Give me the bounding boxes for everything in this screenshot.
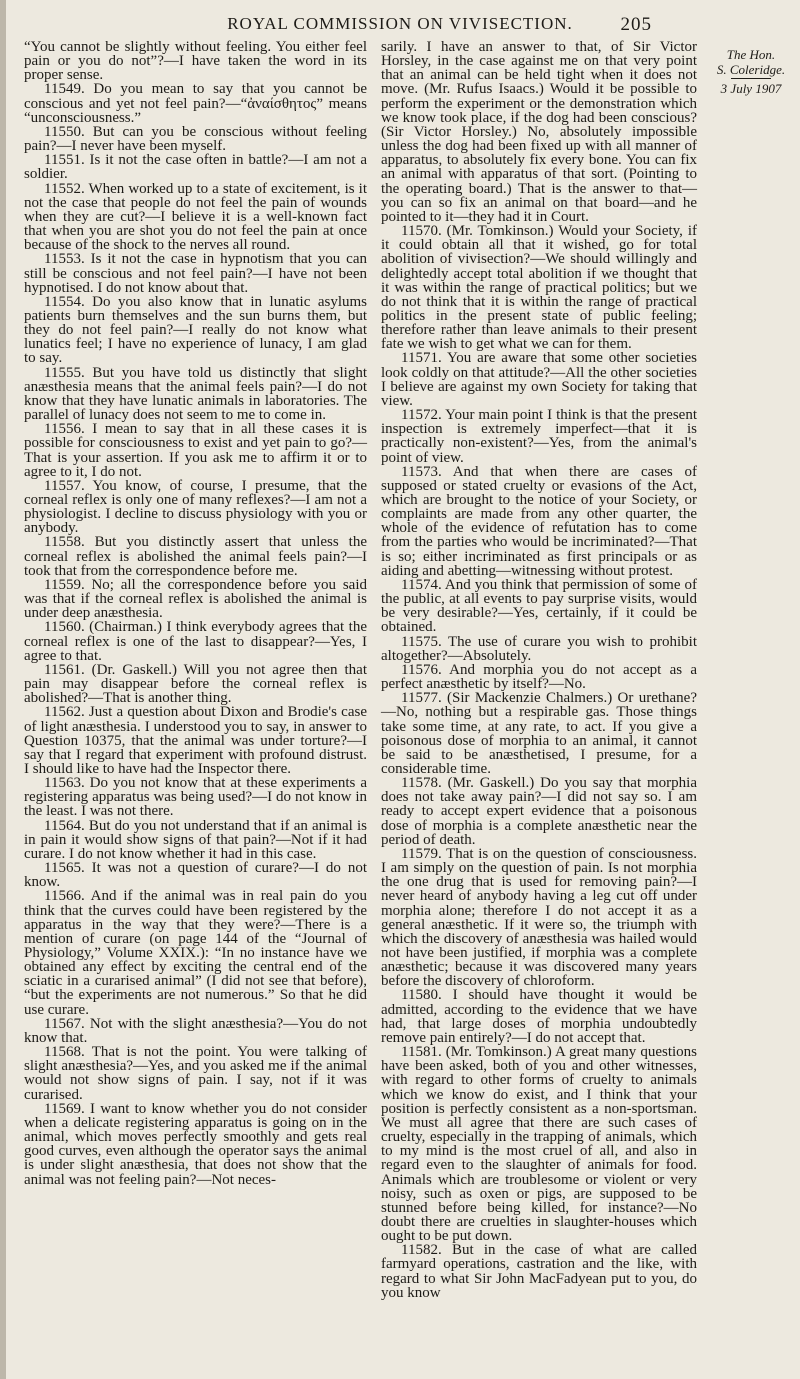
paragraph: 11564. But do you not understand that if an animal is in pain it would show signs of that pain?—Not if it had curare. I do not know whether it had in this case. <box>24 817 367 862</box>
margin-witness-title: The Hon. <box>726 47 776 62</box>
paragraph: 11581. (Mr. Tomkinson.) A great many questions have been asked, both of you and other witnesses, with regard to other forms of cruelty to animals which we know do exist, and I think that your position is perfectly consistent as a non-sportsman. We must all agree that there are such cases of cruelty, especially in the trapping of animals, which to my mind is the most cruel of all, and also in regard even to the slaughter of animals for food. Animals which are troublesome or violent or very noisy, such as oxen or pigs, are supposed to be stunned before being killed, for instance?—No doubt there are cruelties in slaughter-houses which ought to be put down. <box>381 1044 697 1245</box>
paragraph: 11563. Do you not know that at these experiments a registering apparatus was being used?—I do not know in the least. I was not there. <box>24 775 367 820</box>
paragraph: 11554. Do you also know that in lunatic asylums patients burn themselves and the sun burns them, but they do not feel pain?—I really do not know what lunatics feel; I have no experience of lunacy, I am glad to say. <box>24 293 367 367</box>
margin-witness-name: S. Coleridge. <box>716 62 786 77</box>
paragraph: 11551. Is it not the case often in battle?—I am not a soldier. <box>24 152 367 183</box>
header-title: ROYAL COMMISSION ON VIVISECTION. <box>227 14 573 33</box>
paragraph: 11558. But you distinctly assert that unless the corneal reflex is abolished the animal feels pain?—I took that from the correspondence before me. <box>24 534 367 579</box>
paragraph: “You cannot be slightly without feeling. You either feel pain or you do not”?—I have taken the word in its proper sense. <box>24 39 367 84</box>
paragraph: 11560. (Chairman.) I think everybody agrees that the corneal reflex is one of the last to disappear?—Yes, I agree to that. <box>24 619 367 664</box>
paragraph: 11570. (Mr. Tomkinson.) Would your Society, if it could obtain all that it wished, go for total abolition of vivisection?—We should willingly and delightedly accept total abolition if we thought that it was within the range of practical politics; but we do not think that it is within the range of practical politics in the present state of public feeling; therefore rather than leave animals to their present fate we wish to get what we can for them. <box>381 223 697 353</box>
page-edge-shadow <box>0 0 6 1379</box>
paragraph: 11549. Do you mean to say that you cannot be conscious and yet not feel pain?—“ἀναίσθητος” means “unconsciousness.” <box>24 81 367 126</box>
paragraph: 11566. And if the animal was in real pain do you think that the curves could have been registered by the apparatus in the way that they were?—There is a mention of curare (on page 144 of the “Journal of Physiology,” Volume XXIX.): “In no instance have we obtained any effect by exciting the central end of the sciatic in a curarised animal” (I did not see that before), “but the experiments are not numerous.” So that he did use curare. <box>24 888 367 1018</box>
paragraph: 11562. Just a question about Dixon and Brodie's case of light anæsthesia. I understood you to say, in answer to Question 10375, that the animal was under torture?—I say that I regard that experiment with profound distrust. I should like to have had the Inspector there. <box>24 704 367 777</box>
margin-date: 3 July 1907 <box>720 81 782 96</box>
paragraph: 11582. But in the case of what are called farmyard operations, castration and the like, with regard to what Sir John MacFadyean put to you, do you know <box>381 1242 697 1301</box>
paragraph: 11580. I should have thought it would be admitted, according to the evidence that we have had, that large doses of morphia undoubtedly remove pain entirely?—I do not accept that. <box>381 987 697 1046</box>
paragraph: 11557. You know, of course, I presume, that the corneal reflex is only one of many reflexes?—I am not a physiologist. I decline to discuss physiology with you or anybody. <box>24 477 367 537</box>
paragraph: 11568. That is not the point. You were talking of slight anæsthesia?—Yes, and you asked me if the animal would not show signs of pain. I say, not if it was curarised. <box>24 1044 367 1103</box>
paragraph: 11578. (Mr. Gaskell.) Do you say that morphia does not take away pain?—I did not say so. I am ready to accept expert evidence that a poisonous dose of morphia is a complete anæsthetic near the period of death. <box>381 775 697 848</box>
left-text-column <box>24 40 367 1187</box>
paragraph: 11553. Is it not the case in hypnotism that you can still be conscious and not feel pain?—I have not been hypnotised. I do not know about that. <box>24 251 367 296</box>
paragraph: 11559. No; all the correspondence before you said was that if the corneal reflex is abolished the animal is under deep anæsthesia. <box>24 576 367 622</box>
margin-rule <box>731 78 771 79</box>
paragraph: 11576. And morphia you do not accept as a perfect anæsthetic by itself?—No. <box>381 661 697 693</box>
paragraph: 11561. (Dr. Gaskell.) Will you not agree then that pain may disappear before the corneal reflex is abolished?—That is another thing. <box>24 661 367 707</box>
paragraph: 11556. I mean to say that in all these cases it is possible for consciousness to exist and yet pain to go?—That is your assertion. If you ask me to affirm it or to agree to it, I do not. <box>24 421 367 480</box>
paragraph: 11573. And that when there are cases of supposed or stated cruelty or evasions of the Act, which are brought to the notice of your Society, or complaints are made from any other quarter, the whole of the evidence of refutation has to come from the parties who would be incriminated?—That is so; either incriminated as first principals or as aiding and abetting—witnessing without protest. <box>381 463 697 579</box>
paragraph: 11575. The use of curare you wish to prohibit altogether?—Absolutely. <box>381 633 697 664</box>
right-text-column <box>381 40 697 1300</box>
paragraph: sarily. I have an answer to that, of Sir Victor Horsley, in the case against me on that very point that an animal can be held tight when it does not move. (Mr. Rufus Isaacs.) Would it be possible to perform the experiment or the demonstration which we know took place, if the dog had been conscious? (Sir Victor Horsley.) No, absolutely impossible unless the dog had been fixed up with all manner of apparatus, to absolutely fix every bone. You can fix an animal with apparatus of that sort. (Pointing to the operating board.) That is the answer to that—you can so fix an animal on that board—and he pointed to it—they had it in Court. <box>381 39 697 225</box>
page-number: 205 <box>620 14 652 35</box>
running-header <box>0 6 800 36</box>
paragraph: 11572. Your main point I think is that the present inspection is extremely imperfect—that it is practically non-existent?—Yes, from the animal's point of view. <box>381 407 697 466</box>
paragraph: 11567. Not with the slight anæsthesia?—You do not know that. <box>24 1015 367 1046</box>
paragraph: 11555. But you have told us distinctly that slight anæsthesia means that the animal feels pain?—I do not know that they have lunatic animals in laboratories. The parallel of lunacy does not seem to me to come in. <box>24 364 367 424</box>
paragraph: 11550. But can you be conscious without feeling pain?—I never have been myself. <box>24 123 367 155</box>
paragraph: 11569. I want to know whether you do not consider when a delicate registering apparatus is going on in the animal, which moves perfectly smoothly and gets real good curves, even although the operator says the animal is under slight anæsthesia, that does not show that the animal was not feeling pain?—Not neces- <box>24 1100 367 1188</box>
paragraph: 11577. (Sir Mackenzie Chalmers.) Or urethane?—No, nothing but a respirable gas. Those things take some time, at any rate, to act. If you give a poisonous dose of morphia to an animal, it cannot be said to be anæsthetised, I presume, for a considerable time. <box>381 690 697 777</box>
paragraph: 11565. It was not a question of curare?—I do not know. <box>24 860 367 891</box>
margin-note <box>706 48 796 97</box>
paragraph: 11579. That is on the question of consciousness. I am simply on the question of pain. Is not morphia the one drug that is used for removing pain?—I never heard of anybody having a leg cut off under morphia alone; therefore I do not accept it as a general anæsthetic. If it were so, the triumph with which the discovery of anæsthesia was hailed would not have been justified, if morphia was a complete anæsthetic; because it was discovered many years before the discovery of chloroform. <box>381 845 697 990</box>
paragraph: 11552. When worked up to a state of excitement, is it not the case that people do not feel the pain of wounds when they are cut?—I believe it is a well-known fact that when you are shot you do not feel the pain at once because of the shock to the nerves all round. <box>24 180 367 254</box>
paragraph: 11574. And you think that permission of some of the public, at all events to pay surprise visits, would be very desirable?—Yes, certainly, if it could be obtained. <box>381 576 697 636</box>
paragraph: 11571. You are aware that some other societies look coldly on that attitude?—All the other societies I believe are against my own Society for taking that view. <box>381 350 697 409</box>
